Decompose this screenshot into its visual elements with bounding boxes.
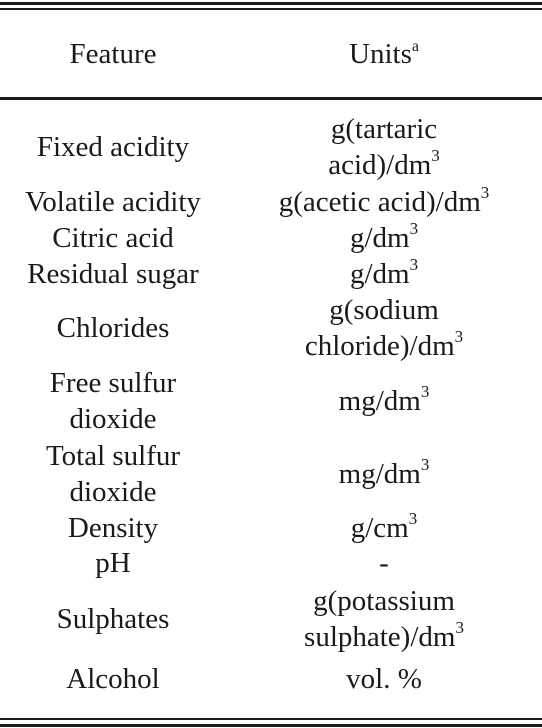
feature-cell: Volatile acidity [25,186,201,218]
feature-cell: Residual sugar [27,257,199,290]
units-text: g(potassium sulphate)/dm [304,584,456,653]
table-bottom-rule [0,718,542,727]
table-header-rule [0,97,542,100]
table-row [0,364,542,437]
units-superscript: 3 [480,183,490,202]
feature-cell: Density [67,511,159,544]
feature-cell: pH [95,547,131,579]
units-cell [226,583,542,655]
table-row [0,545,542,581]
units-superscript: 3 [455,617,464,637]
units-text: - [379,547,389,579]
feature-cell: Total sulfur dioxide [45,439,181,508]
table-row [0,437,542,510]
table-header-row [0,10,542,97]
units-superscript: 3 [431,146,440,165]
feature-cell: Sulphates [56,602,170,635]
feature-cell: Free sulfur dioxide [49,366,177,435]
table-row [0,510,542,545]
header-units-footnote: a [411,37,419,55]
table-row [0,183,542,221]
units-text: g(acetic acid)/dm [278,186,481,218]
units-text: g/cm [350,511,409,544]
table-row [0,255,542,292]
units-cell [226,292,542,364]
units-cell [226,256,542,292]
header-feature: Feature [69,37,157,70]
table-row [0,656,542,701]
feature-cell: Alcohol [66,662,160,695]
units-cell [226,220,542,256]
table-row [0,292,542,364]
units-cell [226,545,542,581]
units-superscript: 3 [420,381,430,401]
units-cell [226,456,542,492]
table-top-rule [0,2,542,10]
feature-cell: Fixed acidity [36,131,190,163]
header-units-label: Units [349,37,412,70]
units-text: mg/dm [338,384,421,417]
units-text: g(tartaric acid)/dm [328,113,438,181]
units-cell [226,510,542,546]
units-text: g(sodium chloride)/dm [304,294,455,362]
units-cell [226,111,542,183]
units-cell [226,184,542,220]
header-units [226,37,542,71]
units-text: g/dm [349,222,410,254]
units-superscript: 3 [408,508,418,528]
units-text: vol. % [346,662,422,695]
table-row [0,581,542,656]
table-row [0,221,542,255]
units-superscript: 3 [409,254,419,274]
feature-cell: Chlorides [56,312,170,344]
units-text: g/dm [349,257,410,290]
units-superscript: 3 [409,219,419,238]
units-superscript: 3 [454,327,464,346]
units-superscript: 3 [420,454,430,474]
units-cell [226,661,542,697]
table-body [0,111,542,701]
units-cell [226,383,542,419]
feature-cell: Citric acid [52,222,174,254]
table-row [0,111,542,183]
units-text: mg/dm [338,457,421,490]
